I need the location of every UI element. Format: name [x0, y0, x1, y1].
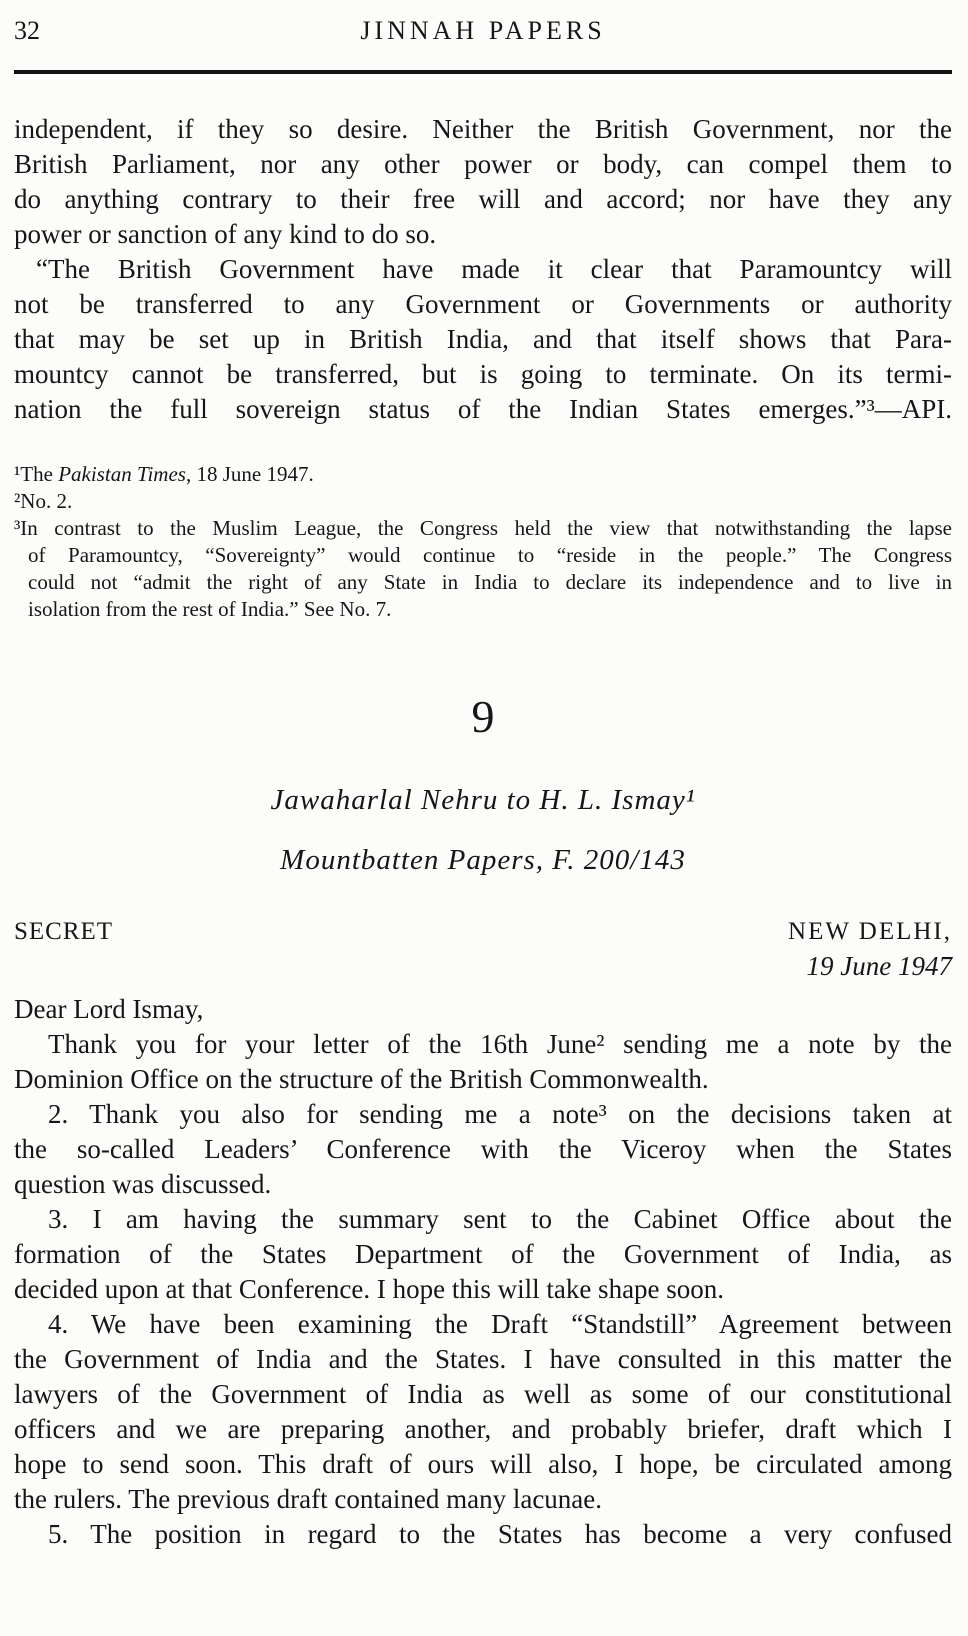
- paragraph-line: British Parliament, nor any other power or body, can compel them to: [14, 149, 952, 179]
- letter-body: [14, 992, 952, 1552]
- footnote-1-prefix: ¹The: [14, 462, 59, 486]
- classification-row: [14, 917, 952, 950]
- document-number: 9: [471, 691, 495, 742]
- paragraph-line: do anything contrary to their free will and accord; nor have they any: [14, 184, 952, 214]
- paragraph-line: that may be set up in British India, and that itself shows that Para-: [14, 324, 952, 354]
- paragraph-line: Dominion Office on the structure of the British Commonwealth.: [14, 1064, 709, 1094]
- paragraph-line: not be transferred to any Government or Governments or authority: [14, 289, 952, 319]
- letter-paragraph-5: [14, 1517, 952, 1552]
- footnote-line: of Paramountcy, “Sovereignty” would continue to “reside in the people.” The Congress: [28, 543, 952, 567]
- footnote-line: could not “admit the right of any State in India to declare its independence and to live in: [28, 570, 952, 594]
- footnote-2: ²No. 2.: [14, 489, 73, 513]
- footnote-line: isolation from the rest of India.” See No. 7.: [28, 597, 392, 621]
- paragraph-line: Thank you for your letter of the 16th June² sending me a note by the: [48, 1029, 952, 1059]
- paragraph-line: lawyers of the Government of India as well as some of our constitutional: [14, 1379, 952, 1409]
- paragraph-line: 3. I am having the summary sent to the Cabinet Office about the: [48, 1204, 952, 1234]
- paragraph-line: the so-called Leaders’ Conference with the Viceroy when the States: [14, 1134, 952, 1164]
- footnote-1-suffix: , 18 June 1947.: [185, 462, 314, 486]
- paragraph-line: 2. Thank you also for sending me a note³ on the decisions taken at: [48, 1099, 952, 1129]
- paragraph-line: hope to send soon. This draft of ours will also, I hope, be circulated among: [14, 1449, 952, 1479]
- salutation: Dear Lord Ismay,: [14, 994, 204, 1024]
- letter-paragraph-3: [14, 1202, 952, 1307]
- paragraph-line: formation of the States Department of the Government of India, as: [14, 1239, 952, 1269]
- paragraph-line: “The British Government have made it clear that Paramountcy will: [36, 254, 952, 284]
- paragraph-line: question was discussed.: [14, 1169, 272, 1199]
- letter-paragraph-1: [14, 1027, 952, 1097]
- paragraph-line: the Government of India and the States. I have consulted in this matter the: [14, 1344, 952, 1374]
- paragraph-line: the rulers. The previous draft contained many lacunae.: [14, 1484, 603, 1514]
- footnote-line: ³In contrast to the Muslim League, the Congress held the view that notwithstanding the lapse: [14, 516, 952, 540]
- date-line: 19 June 1947: [806, 951, 952, 981]
- page-header: [14, 16, 952, 50]
- classification-label: SECRET: [14, 918, 114, 945]
- footnote-1-source-title: Pakistan Times: [58, 462, 186, 486]
- footnote-3: [14, 515, 952, 623]
- paragraph-line: 5. The position in regard to the States has become a very confused: [48, 1519, 952, 1549]
- document-source: Mountbatten Papers, F. 200/143: [280, 844, 686, 876]
- paragraph-line: officers and we are preparing another, and probably briefer, draft which I: [14, 1414, 952, 1444]
- paragraph-line: independent, if they so desire. Neither the British Government, nor the: [14, 114, 952, 144]
- document-title: Jawaharlal Nehru to H. L. Ismay¹: [270, 784, 696, 816]
- intro-paragraph-2: [14, 252, 952, 427]
- footnote-1: [14, 461, 952, 488]
- header-rule: [14, 70, 952, 74]
- intro-continuation: [14, 112, 952, 427]
- paragraph-line: 4. We have been examining the Draft “Standstill” Agreement between: [48, 1309, 952, 1339]
- running-title: JINNAH PAPERS: [360, 16, 606, 45]
- letter-paragraph-2: [14, 1097, 952, 1202]
- page-number: 32: [14, 16, 40, 45]
- paragraph-line: mountcy cannot be transferred, but is going to terminate. On its termi-: [14, 359, 952, 389]
- footnotes: [14, 461, 952, 623]
- letter-paragraph-4: [14, 1307, 952, 1517]
- paragraph-line: power or sanction of any kind to do so.: [14, 219, 437, 249]
- place-label: NEW DELHI,: [788, 918, 952, 945]
- paragraph-line: nation the full sovereign status of the Indian States emerges.”³—API.: [14, 394, 952, 424]
- paragraph-line: decided upon at that Conference. I hope this will take shape soon.: [14, 1274, 725, 1304]
- intro-paragraph-1: [14, 112, 952, 252]
